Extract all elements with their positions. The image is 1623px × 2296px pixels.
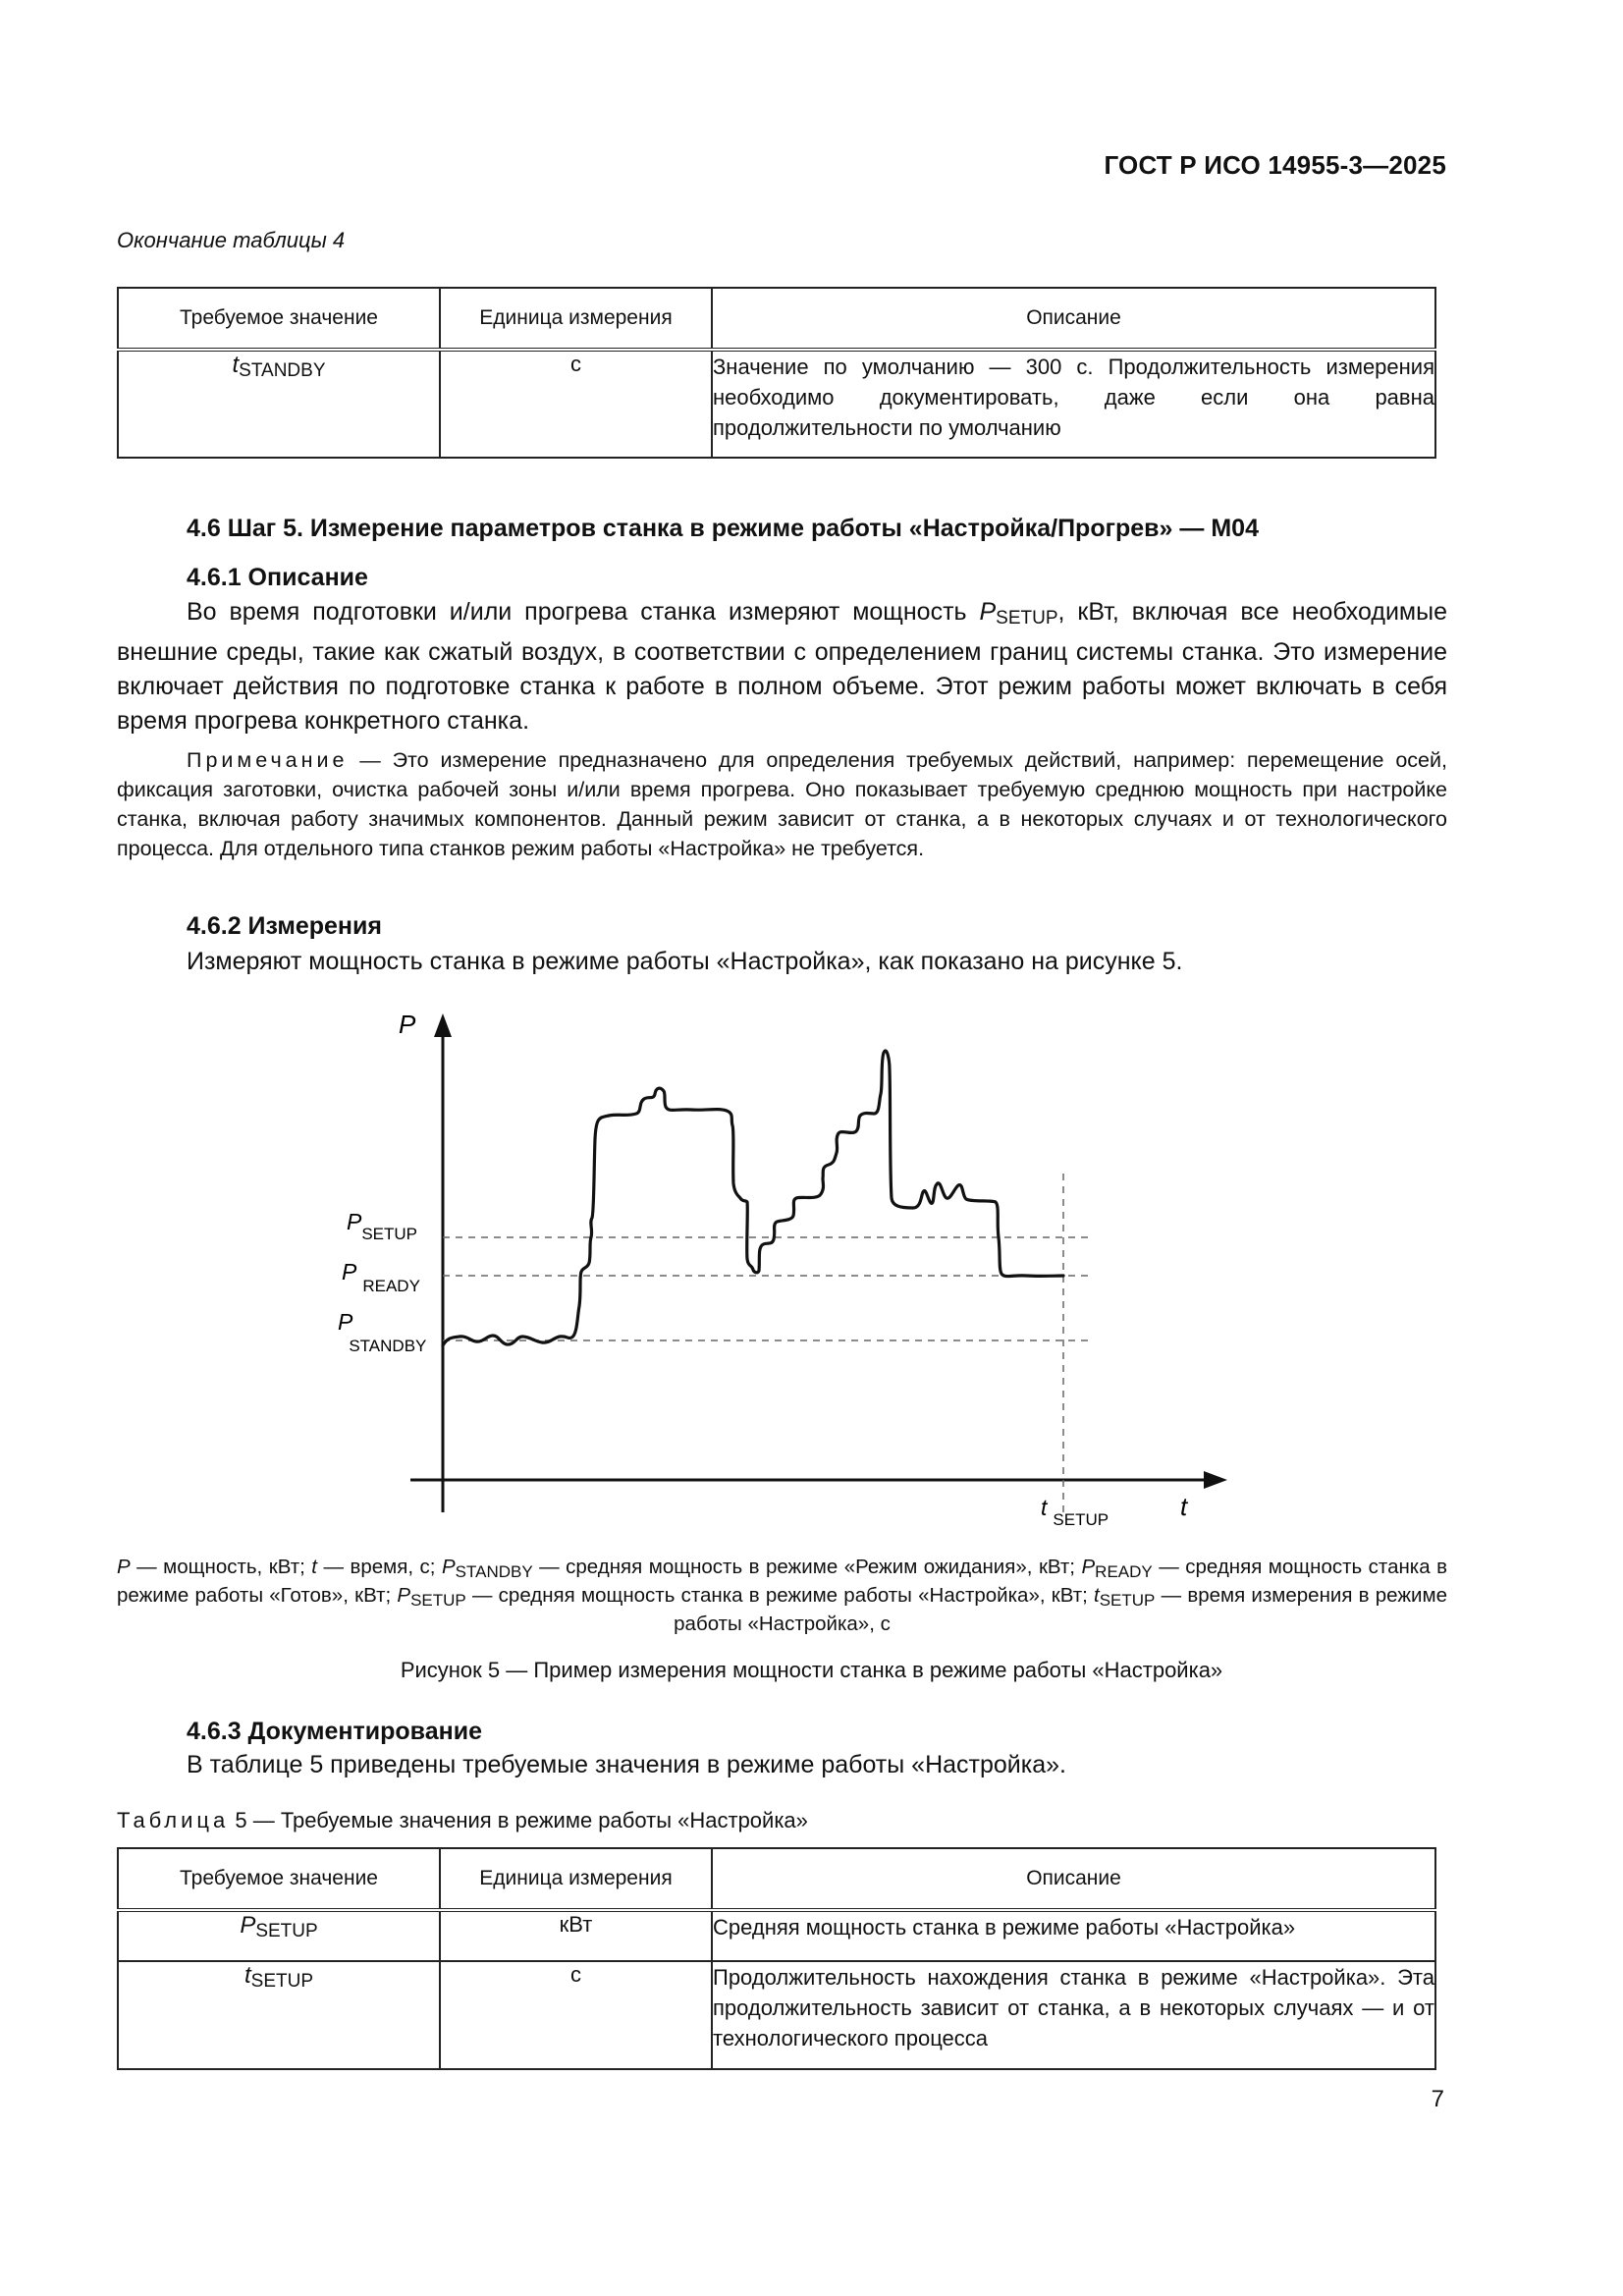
section-4-6-3-title: 4.6.3 Документирование [187, 1718, 482, 1745]
note-label: Примечание [187, 748, 349, 772]
figure5-caption: Рисунок 5 — Пример измерения мощности станка в режиме работы «Настройка» [400, 1658, 1223, 1682]
section-4-6-3-text: В таблице 5 приведены требуемые значения в режиме работы «Настройка». [187, 1751, 1066, 1778]
table5-cell-description: Продолжительность нахождения станка в режиме «Настройка». Эта продолжительность зависит от станка, а в некоторых случаях — и от технологического процесса [712, 1961, 1435, 2069]
section-4-6-2-title: 4.6.2 Измерения [187, 912, 382, 940]
section-4-6-2-text: Измеряют мощность станка в режиме работы «Настройка», как показано на рисунке 5. [187, 948, 1183, 975]
note-text: — Это измерение предназначено для определения требуемых действий, например: перемещение осей, фиксация заготовки, очистка рабочей зоны и/или время прогрева. Оно показывает требуемую среднюю мощность при настройке станка, включая работу значимых компонентов. Данный режим зависит от станка, а в некоторых случаях и от технологического процесса. Для отдельного типа станков режим работы «Настройка» не требуется. [117, 748, 1447, 860]
p-ready-label: $P_{READY}$ [342, 1259, 420, 1295]
x-axis-arrow [1204, 1471, 1227, 1489]
power-curve [443, 1051, 1063, 1345]
table5-header-unit: Единица измерения [440, 1848, 712, 1910]
table5-cell-symbol: $P_{SETUP}$ [118, 1910, 440, 1961]
y-axis-arrow [434, 1013, 452, 1037]
section-4-6-title: 4.6 Шаг 5. Измерение параметров станка в режиме работы «Настройка/Прогрев» — М04 [187, 515, 1259, 542]
table5 [117, 1847, 1436, 2070]
table-row [118, 1961, 1435, 2069]
section-4-6-1-title: 4.6.1 Описание [187, 564, 368, 591]
table5-cell-unit: с [440, 1961, 712, 2069]
x-axis-label: t [1180, 1492, 1188, 1521]
table4-cell-unit: с [440, 350, 712, 458]
table4-cell-symbol: $t_{STANDBY}$ [118, 350, 440, 458]
standard-header: ГОСТ Р ИСО 14955-3—2025 [1104, 150, 1446, 180]
table5-header-description: Описание [712, 1848, 1435, 1910]
figure5-legend: P — мощность, кВт; t — время, с; $P_{STANDBY}$ — средняя мощность в режиме «Режим ожидания», кВт; $P_{READY}$ — средняя мощность станка в режиме работы «Готов», кВт; $P_{SETUP}$ — средняя мощность станка в режиме работы «Настройка», кВт; $t_{SETUP}$ — время измерения в режиме работы «Настройка», с [117, 1556, 1448, 1635]
table4-header-unit: Единица измерения [440, 288, 712, 350]
table5-cell-unit: кВт [440, 1910, 712, 1961]
section-4-6-1-text: Во время подготовки и/или прогрева станка измеряют мощность $P_{SETUP}$, кВт, включая все необходимые внешние среды, такие как сжатый воздух, в соответствии с определением границ системы станка. Это измерение включает действия по подготовке станка к работе в полном объеме. Этот режим работы может включать в себя время прогрева конкретного станка. [117, 598, 1447, 735]
table5-cell-symbol: $t_{SETUP}$ [118, 1961, 440, 2069]
p-setup-label: $P_{SETUP}$ [347, 1209, 418, 1243]
table5-cell-description: Средняя мощность станка в режиме работы «Настройка» [712, 1910, 1435, 1961]
table5-caption: Таблица 5 — Требуемые значения в режиме работы «Настройка» [117, 1808, 808, 1832]
p-standby-label: P STANDBY [338, 1309, 427, 1355]
table4 [117, 287, 1436, 459]
table4-continuation-caption: Окончание таблицы 4 [117, 228, 346, 252]
note [117, 745, 1447, 863]
table4-header-description: Описание [712, 288, 1435, 350]
t-setup-label: t $_{SETUP}$ [1041, 1495, 1109, 1529]
page-number: 7 [1431, 2086, 1444, 2112]
table-row [118, 350, 1435, 458]
table5-header-value: Требуемое значение [118, 1848, 440, 1910]
table4-header-value: Требуемое значение [118, 288, 440, 350]
y-axis-label: P [399, 1010, 416, 1039]
table4-cell-description: Значение по умолчанию — 300 с. Продолжительность измерения необходимо документировать, даже если она равна продолжительности по умолчанию [712, 350, 1435, 458]
table-row [118, 1910, 1435, 1961]
figure5 [314, 992, 1257, 1542]
